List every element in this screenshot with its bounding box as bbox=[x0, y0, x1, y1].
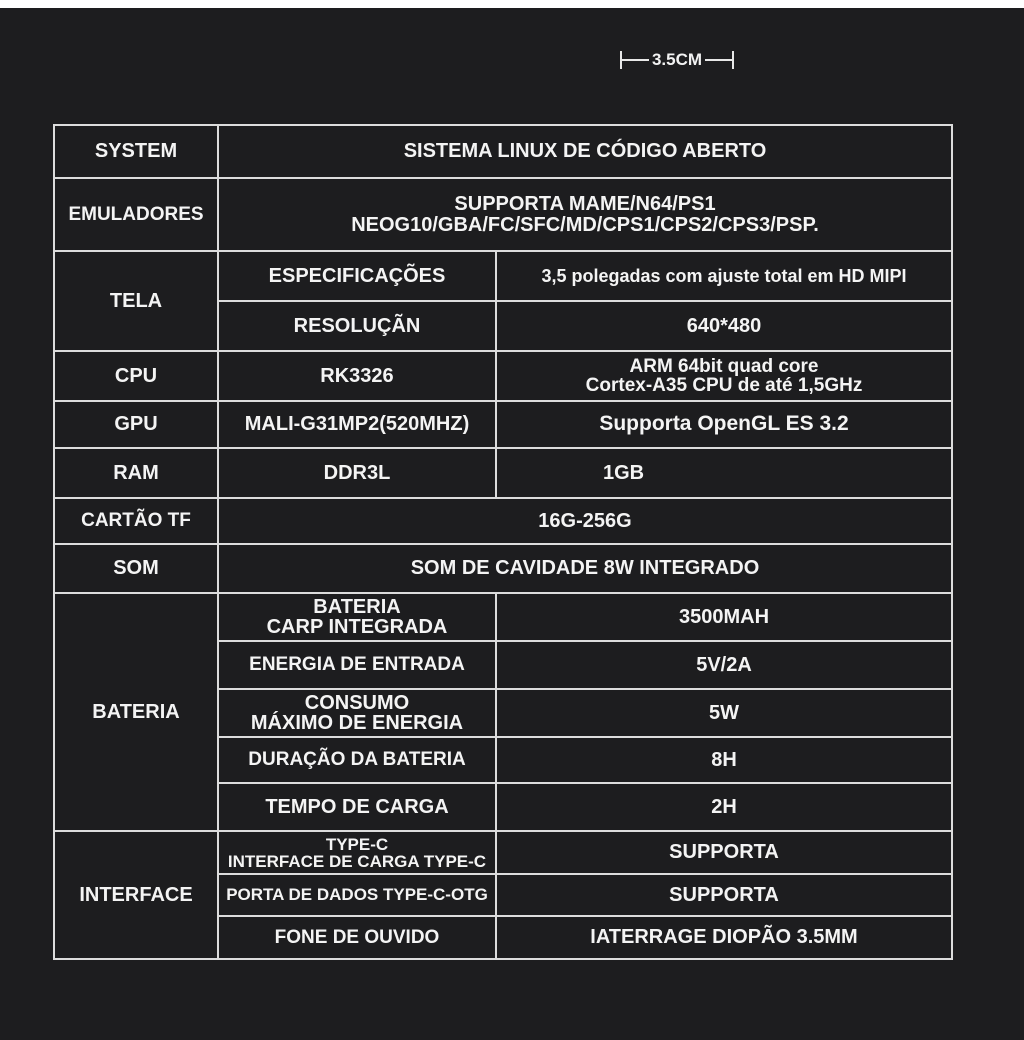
label-system: SYSTEM bbox=[54, 125, 218, 178]
ram-value: 1GB bbox=[496, 448, 952, 498]
cpu-value-line-1: ARM 64bit quad core bbox=[629, 356, 819, 377]
tela-res-value: 640*480 bbox=[496, 301, 952, 351]
row-som bbox=[54, 544, 952, 593]
dimension-right-tick bbox=[732, 51, 734, 69]
bateria-item-label bbox=[218, 689, 496, 737]
interface-item-label: FONE DE OUVIDO bbox=[218, 916, 496, 959]
bateria-item-label: TEMPO DE CARGA bbox=[218, 783, 496, 831]
interface-item-line-2: INTERFACE DE CARGA TYPE-C bbox=[227, 851, 487, 871]
row-emuladores bbox=[54, 178, 952, 251]
label-emuladores: EMULADORES bbox=[54, 178, 218, 251]
bateria-item-value: 5W bbox=[496, 689, 952, 737]
label-interface: INTERFACE bbox=[54, 831, 218, 959]
row-ram bbox=[54, 448, 952, 498]
value-emuladores bbox=[218, 178, 952, 251]
interface-item-label: PORTA DE DADOS TYPE-C-OTG bbox=[218, 874, 496, 916]
bateria-item-label bbox=[218, 593, 496, 641]
row-interface-0 bbox=[54, 831, 952, 874]
interface-item-value: SUPPORTA bbox=[496, 874, 952, 916]
bateria-item-value: 8H bbox=[496, 737, 952, 783]
cpu-model: RK3326 bbox=[218, 351, 496, 401]
dimension-left-arm bbox=[622, 59, 649, 61]
bateria-item-value: 3500MAH bbox=[496, 593, 952, 641]
emuladores-line-2: NEOG10/GBA/FC/SFC/MD/CPS1/CPS2/CPS3/PSP. bbox=[351, 213, 819, 236]
spec-table bbox=[53, 124, 953, 960]
value-cartao: 16G-256G bbox=[218, 498, 952, 544]
row-cartao bbox=[54, 498, 952, 544]
label-gpu: GPU bbox=[54, 401, 218, 448]
row-bateria-0 bbox=[54, 593, 952, 641]
bateria-item-label: DURAÇÃO DA BATERIA bbox=[218, 737, 496, 783]
dimension-indicator bbox=[620, 48, 734, 72]
tela-res-label: RESOLUÇÃN bbox=[218, 301, 496, 351]
value-som: SOM DE CAVIDADE 8W INTEGRADO bbox=[218, 544, 952, 593]
cpu-value-line-2: Cortex-A35 CPU de até 1,5GHz bbox=[585, 375, 863, 396]
interface-item-label bbox=[218, 831, 496, 874]
bateria-item-line-1: CONSUMO bbox=[304, 692, 410, 714]
interface-item-value: SUPPORTA bbox=[496, 831, 952, 874]
label-bateria: BATERIA bbox=[54, 593, 218, 831]
bateria-item-value: 5V/2A bbox=[496, 641, 952, 689]
row-cpu bbox=[54, 351, 952, 401]
spec-panel bbox=[0, 8, 1024, 1040]
dimension-label: 3.5CM bbox=[651, 50, 703, 69]
cpu-value bbox=[496, 351, 952, 401]
bateria-item-line-2: MÁXIMO DE ENERGIA bbox=[250, 712, 464, 734]
bateria-item-line-1: BATERIA bbox=[313, 596, 401, 618]
gpu-value: Supporta OpenGL ES 3.2 bbox=[496, 401, 952, 448]
value-system: SISTEMA LINUX DE CÓDIGO ABERTO bbox=[218, 125, 952, 178]
gpu-model: MALI-G31MP2(520MHZ) bbox=[218, 401, 496, 448]
interface-item-line-1: TYPE-C bbox=[325, 834, 389, 854]
label-cpu: CPU bbox=[54, 351, 218, 401]
tela-spec-label: ESPECIFICAÇÕES bbox=[218, 251, 496, 301]
tela-spec-value: 3,5 polegadas com ajuste total em HD MIPI bbox=[496, 251, 952, 301]
row-gpu bbox=[54, 401, 952, 448]
bateria-item-label: ENERGIA DE ENTRADA bbox=[218, 641, 496, 689]
row-tela-spec bbox=[54, 251, 952, 301]
bateria-item-value: 2H bbox=[496, 783, 952, 831]
label-ram: RAM bbox=[54, 448, 218, 498]
ram-model: DDR3L bbox=[218, 448, 496, 498]
label-cartao: CARTÃO TF bbox=[54, 498, 218, 544]
dimension-right-arm bbox=[705, 59, 732, 61]
label-som: SOM bbox=[54, 544, 218, 593]
interface-item-value: IATERRAGE DIOPÃO 3.5MM bbox=[496, 916, 952, 959]
row-system bbox=[54, 125, 952, 178]
label-tela: TELA bbox=[54, 251, 218, 351]
emuladores-line-1: SUPPORTA MAME/N64/PS1 bbox=[454, 192, 716, 215]
bateria-item-line-2: CARP INTEGRADA bbox=[266, 616, 448, 638]
